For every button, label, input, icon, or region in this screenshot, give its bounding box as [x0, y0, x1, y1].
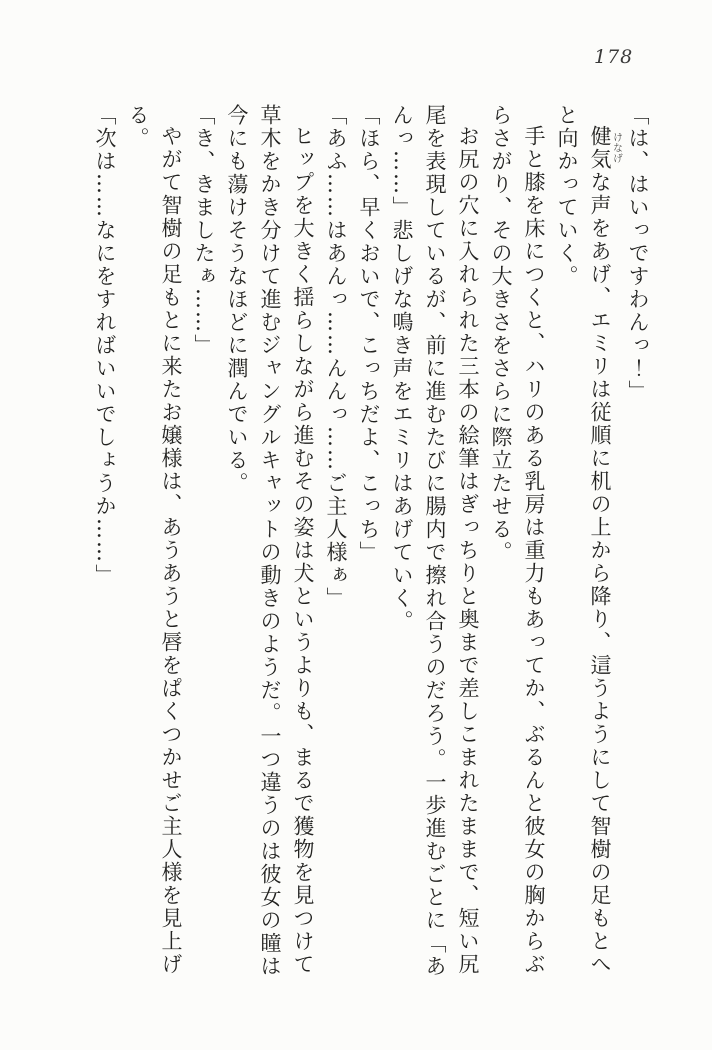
- text-column: 今にも蕩けそうなほどに潤んでいる。: [225, 104, 249, 495]
- text-column: 尾を表現しているが、前に進むたびに腸内で擦れ合うのだろう。一歩進むごとに「あ: [423, 104, 447, 978]
- ruby-annotation: [588, 125, 622, 171]
- text-column: る。: [126, 104, 150, 150]
- text-column: 手と膝を床につくと、ハリのある乳房は重力もあってか、ぶるんと彼女の胸からぶ: [522, 125, 546, 976]
- text-column: 草木をかき分けて進むジャングルキャットの動きのようだ。一つ違うのは彼女の瞳は: [258, 104, 282, 978]
- text-column: ヒップを大きく揺らしながら進むその姿は犬というよりも、まるで獲物を見つけて: [291, 125, 315, 976]
- text-column: お尻の穴に入れられた三本の絵筆はぎっちりと奥まで差しこまれたままで、短い尻: [456, 125, 480, 976]
- ruby-text: けなげ: [610, 125, 622, 171]
- text-column: 「ほら、早くおいで、こっちだよ、こっち」: [357, 104, 381, 564]
- text-column: 「次は……なにをすればいいでしょうか……」: [93, 104, 117, 587]
- text-column: 「き、きましたぁ……」: [192, 104, 216, 357]
- text-column: 「は、はいっですわんっ！」: [626, 104, 650, 403]
- vertical-text-block: [88, 104, 654, 1018]
- page-number: 178: [594, 46, 634, 68]
- text-column: やがて智樹の足もとに来たお嬢様は、あうあうと唇をぱくつかせご主人様を見上げ: [159, 125, 183, 976]
- text-column: らさがり、その大きさをさらに際立たせる。: [489, 104, 513, 564]
- text-column: と向かっていく。: [555, 104, 579, 288]
- text-column: 「あふ……はあんっ……んんっ……ご主人様ぁ」: [324, 104, 348, 610]
- text-column-rest: な声をあげ、エミリは従順に机の上から降り、這うようにして智樹の足もとへ: [588, 171, 612, 976]
- text-column: んっ……」悲しげな鳴き声をエミリはあげていく。: [390, 104, 414, 633]
- text-column: [583, 104, 621, 1018]
- ruby-base: 健気: [588, 125, 612, 171]
